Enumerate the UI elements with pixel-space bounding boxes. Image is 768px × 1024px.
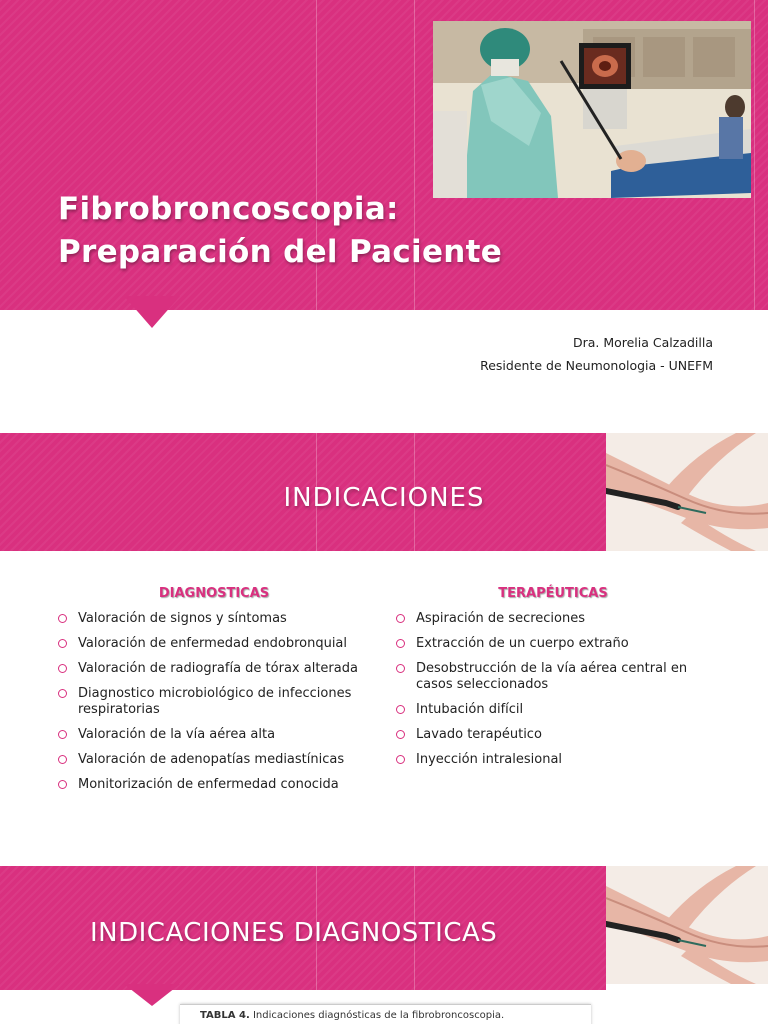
bullet-icon [396,664,405,673]
list-item: Extracción de un cuerpo extraño [394,636,710,652]
table-label: TABLA 4. [200,1010,250,1021]
bullet-icon [396,730,405,739]
list-item: Valoración de enfermedad endobronquial [56,636,374,652]
table-caption [200,1010,504,1021]
list-item: Valoración de la vía aérea alta [56,727,374,743]
section-heading: INDICACIONES [283,483,485,513]
diagnosticas-list [56,611,374,802]
bullet-icon [58,639,67,648]
list-item: Intubación difícil [394,702,710,718]
bullet-icon [58,755,67,764]
bullet-icon [396,755,405,764]
author-name: Dra. Morelia Calzadilla [572,335,713,350]
band-notch [124,296,180,328]
diagnosticas-title: DIAGNOSTICAS [158,586,270,601]
bullet-icon [396,639,405,648]
indicaciones-slide [0,433,768,833]
bullet-icon [58,614,67,623]
table-caption-text: Indicaciones diagnósticas de la fibrobroncoscopia. [252,1010,505,1021]
table-preview [180,1004,591,1024]
title-slide [0,0,768,400]
indicaciones-diagnosticas-slide [0,866,768,1024]
title-line-2: Preparación del Paciente [58,234,503,270]
bullet-icon [58,664,67,673]
band-notch [124,984,180,1006]
terapeuticas-list [394,611,710,777]
list-item: Valoración de radiografía de tórax alterada [56,661,374,677]
list-item: Aspiración de secreciones [394,611,710,627]
list-item: Desobstrucción de la vía aérea central en casos seleccionados [394,661,710,693]
bullet-icon [58,689,67,698]
bullet-icon [396,614,405,623]
list-item: Valoración de adenopatías mediastínicas [56,752,374,768]
list-item: Valoración de signos y síntomas [56,611,374,627]
bronchoscopy-procedure-photo [433,21,751,198]
terapeuticas-title: TERAPÉUTICAS [498,586,608,601]
author-role: Residente de Neumonologia - UNEFM [480,358,713,373]
bronchial-tree-illustration [606,866,768,984]
bullet-icon [58,780,67,789]
list-item: Monitorización de enfermedad conocida [56,777,374,793]
presentation-title [58,188,578,274]
list-item: Diagnostico microbiológico de infecciones respiratorias [56,686,374,718]
bullet-icon [58,730,67,739]
bullet-icon [396,705,405,714]
section-heading: INDICACIONES DIAGNOSTICAS [90,918,498,948]
list-item: Inyección intralesional [394,752,710,768]
title-line-1: Fibrobroncoscopia: [58,191,399,227]
list-item: Lavado terapéutico [394,727,710,743]
